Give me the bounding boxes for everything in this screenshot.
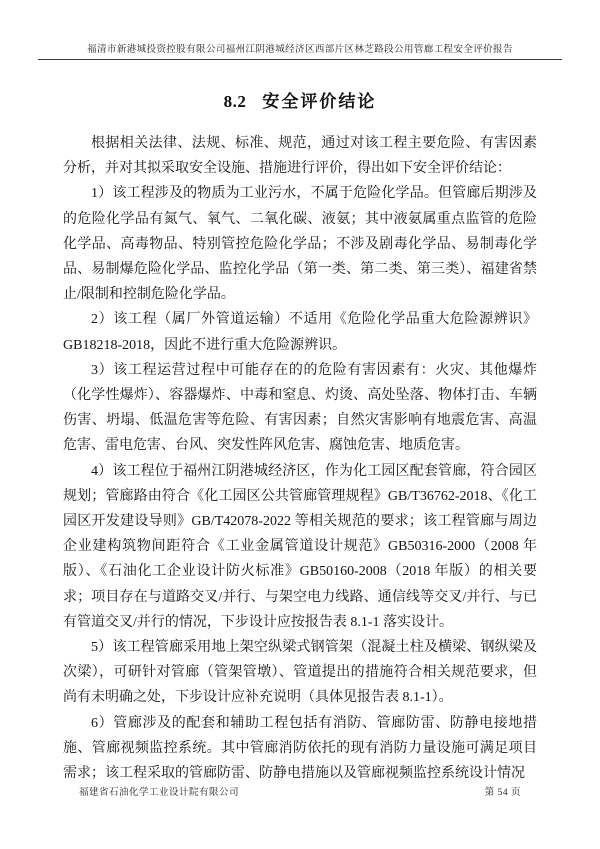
running-title: 福清市新港城投资控股有限公司福州江阴港城经济区西部片区林芝路段公用管廊工程安全评价报告: [87, 45, 513, 55]
footer-page-number: 第 54 页: [484, 788, 521, 798]
paragraph: 3）该工程运营过程中可能存在的的危险有害因素有：火灾、其他爆炸（化学性爆炸）、容器爆炸、中毒和窒息、灼烫、高处坠落、物体打击、车辆伤害、坍塌、低温危害等危险、有害因素；自然灾害影响有地震危害、高温危害、雷电危害、台风、突发性阵风危害、腐蚀危害、地质危害。: [63, 362, 537, 454]
page-header: [38, 41, 562, 60]
section-title-text: 安全评价结论: [262, 92, 377, 111]
paragraph: 根据相关法律、法规、标准、规范，通过对该工程主要危险、有害因素分析，并对其拟采取安全设施、措施进行评价，得出如下安全评价结论：: [63, 136, 537, 177]
body-paragraphs: [63, 131, 537, 786]
page-footer: [63, 784, 537, 798]
paragraph: 2）该工程（属厂外管道运输）不适用《危险化学品重大危险源辨识》GB18218-2018，因此不进行重大危险源辨识。: [63, 312, 537, 353]
section-title: [0, 87, 600, 112]
paragraph: 5）该工程管廊采用地上架空纵梁式钢管架（混凝土柱及横梁、钢纵梁及次梁），可研针对管廊（管架管墩）、管道提出的措施符合相关规范要求，但尚有未明确之处，下步设计应补充说明（具体见报告表 8.1-1）。: [63, 640, 537, 706]
paragraph: 6）管廊涉及的配套和辅助工程包括有消防、管廊防雷、防静电接地措施、管廊视频监控系统。其中管廊消防依托的现有消防力量设施可满足项目需求；该工程采取的管廊防雷、防静电措施以及管廊视频监控系统设计情况: [63, 715, 537, 782]
paragraph: 1）该工程涉及的物质为工业污水，不属于危险化学品。但管廊后期涉及的危险化学品有氮气、氧气、二氧化碳、液氨；其中液氨属重点监管的危险化学品、高毒物品、特别管控危险化学品；不涉及剧毒化学品、易制毒化学品、易制爆危险化学品、监控化学品（第一类、第二类、第三类）、福建省禁止/限制和控制危险化学品。: [63, 186, 537, 303]
section-number: 8.2: [223, 92, 247, 111]
footer-company: 福建省石油化学工业设计院有限公司: [79, 788, 240, 798]
paragraph: 4）该工程位于福州江阴港城经济区，作为化工园区配套管廊，符合园区规划；管廊路由符合《化工园区公共管廊管理规程》GB/T36762-2018、《化工园区开发建设导则》GB/T42078-2022 等相关规范的要求；该工程管廊与周边企业建构筑物间距符合《工业金属管道设计规范》GB50316-2000（2008 年版）、《石油化工企业设计防火标准》GB50160-2008（2018 年版）的相关要求；项目存在与道路交叉/并行、与架空电力线路、通信线等交叉/并行、与已有管道交叉/并行的情况，下步设计应按报告表 8.1-1 落实设计。: [63, 463, 537, 630]
